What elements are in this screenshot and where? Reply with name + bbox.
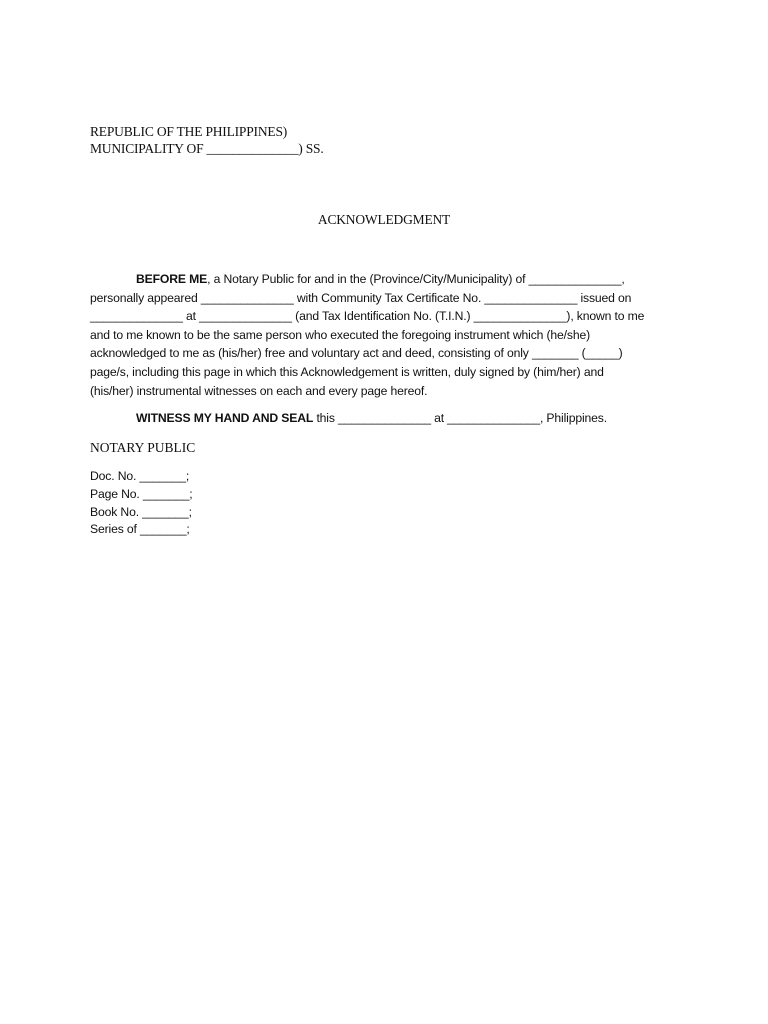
before-me-lead: BEFORE ME [136, 272, 208, 286]
paragraph-line-1 [90, 270, 660, 289]
document-title: ACKNOWLEDGMENT [317, 212, 451, 227]
paragraph-line-6: page/s, including this page in which this Acknowledgement is written, duly signed by (him/her) and [90, 364, 604, 379]
venue-republic-line: REPUBLIC OF THE PHILIPPINES) [90, 124, 288, 139]
witness-clause [136, 411, 607, 425]
paragraph-line-7: (his/her) instrumental witnesses on each and every page hereof. [90, 383, 428, 398]
notarial-record-block [90, 468, 192, 539]
series-line: Series of _______; [90, 522, 190, 537]
doc-number-line: Doc. No. _______; [90, 469, 190, 483]
page-number-line: Page No. _______; [90, 486, 193, 501]
paragraph-line-5: acknowledged to me as (his/her) free and voluntary act and deed, consisting of only _______ (_____) [90, 346, 623, 361]
notary-public-heading: NOTARY PUBLIC [90, 440, 196, 455]
paragraph-line-4: and to me known to be the same person who executed the foregoing instrument which (he/she) [90, 327, 591, 342]
paragraph-line-2: personally appeared ______________ with Community Tax Certificate No. ______________ issued on [90, 290, 632, 305]
paragraph-line-3: ______________ at ______________ (and Tax Identification No. (T.I.N.) ______________), known to me [90, 309, 645, 324]
paragraph-line-1-text: , a Notary Public for and in the (Province/City/Municipality) of ______________, [207, 272, 625, 286]
acknowledgment-paragraph [90, 270, 660, 400]
witness-clause-text: this ______________ at ______________, Philippines. [313, 411, 607, 425]
venue-block [90, 123, 324, 157]
book-number-line: Book No. _______; [90, 504, 192, 519]
venue-municipality-line: MUNICIPALITY OF ______________) SS. [90, 141, 324, 156]
witness-lead: WITNESS MY HAND AND SEAL [136, 411, 314, 425]
